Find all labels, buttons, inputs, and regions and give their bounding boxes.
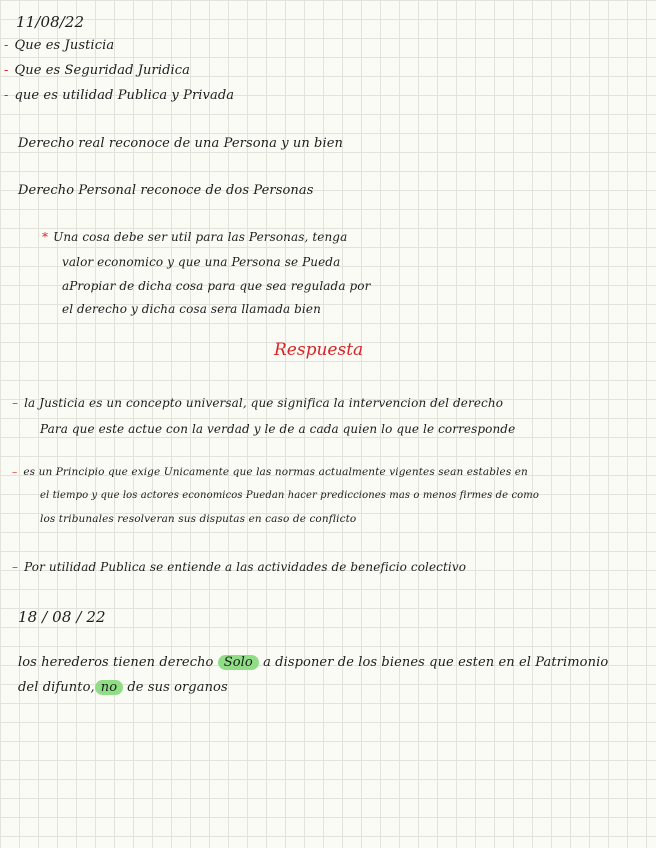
final-note-line-2: del difunto, no de sus organos [18,680,228,695]
red-dash-icon: - [4,88,9,103]
answer-2-line-3: los tribunales resolveran sus disputas en caso de conflicto [40,513,357,525]
highlight-no: no [95,680,123,695]
star-note-line-1: * Una cosa debe ser util para las Personas, tenga [42,230,348,244]
asterisk-icon: * [42,230,49,244]
question-3: - que es utilidad Publica y Privada [4,88,235,103]
red-dash-icon: – [12,466,18,478]
date-heading-2: 18 / 08 / 22 [18,608,106,626]
highlight-solo: Solo [218,655,259,670]
answer-1-line-2: Para que este actue con la verdad y le de a cada quien lo que le corresponde [40,422,516,436]
final-note-line-1: los herederos tienen derecho Solo a disponer de los bienes que esten en el Patrimonio [18,655,609,670]
red-dash-icon: - [4,38,9,53]
date-heading-1: 11/08/22 [16,13,85,31]
question-1: - Que es Justicia [4,38,115,53]
definition-real: Derecho real reconoce de una Persona y un bien [18,136,344,151]
red-dash-icon: - [4,63,9,78]
star-note-line-3: aPropiar de dicha cosa para que sea regulada por [62,279,371,293]
red-dash-icon: – [12,560,19,574]
answer-3: – Por utilidad Publica se entiende a las actividades de beneficio colectivo [12,560,467,574]
red-dash-icon: – [12,396,19,410]
star-note-line-4: el derecho y dicha cosa sera llamada bien [62,302,321,316]
answer-2-line-1: – es un Principio que exige Unicamente que las normas actualmente vigentes sean estables en [12,466,528,478]
definition-personal: Derecho Personal reconoce de dos Personas [18,183,314,198]
answer-1-line-1: – la Justicia es un concepto universal, que significa la intervencion del derecho [12,396,504,410]
question-2: - Que es Seguridad Juridica [4,63,191,78]
answer-2-line-2: el tiempo y que los actores economicos Puedan hacer predicciones mas o menos firmes de como [40,490,540,501]
star-note-line-2: valor economico y que una Persona se Pueda [62,255,341,269]
answer-title: Respuesta [274,340,364,360]
